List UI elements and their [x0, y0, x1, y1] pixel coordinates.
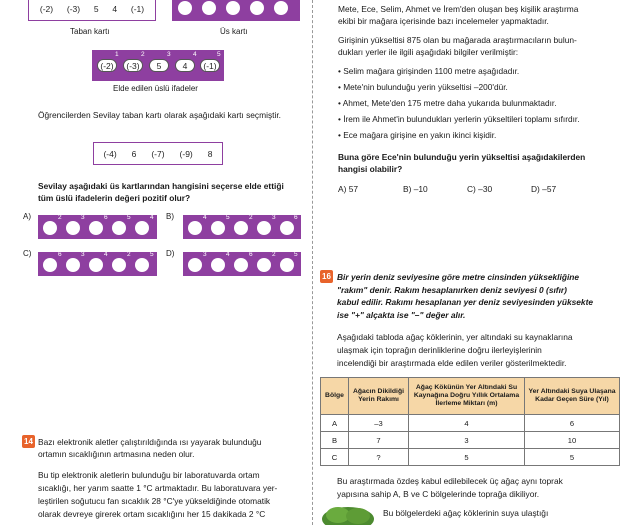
sevilay-value: (-7): [151, 148, 165, 159]
elde-value: 4: [175, 59, 195, 72]
bullet-item: • Ece mağara girişine en yakın ikinci kişidir.: [338, 130, 497, 140]
question-16-after-line3: Bu bölgelerdeki ağaç köklerinin suya ulaştığı: [383, 508, 549, 518]
elde-value: (-2): [97, 59, 117, 72]
option-b-card[interactable]: [183, 215, 301, 239]
exponent: 4: [226, 251, 230, 258]
table-row: [321, 432, 620, 449]
table-row: [321, 449, 620, 466]
exponent: 6: [249, 251, 253, 258]
bullet-item: • Selim mağara girişinden 1100 metre aşağıdadır.: [338, 66, 520, 76]
option-a-card[interactable]: [38, 215, 157, 239]
taban-value: (-2): [39, 3, 54, 14]
exponent: 1: [115, 51, 119, 58]
exponent: 2: [249, 214, 253, 221]
exponent: 4: [193, 51, 197, 58]
table-cell: –3: [349, 415, 409, 432]
table-row: [321, 415, 620, 432]
us-card-label: Üs kartı: [220, 27, 248, 36]
cave-paragraph: Girişinin yükseltisi 875 olan bu mağarada araştırmacıların bulun- dukları yerler ile ilgili aşağıdaki bilgiler verilmiştir:: [338, 35, 577, 57]
exponent: 3: [167, 51, 171, 58]
table-header: Ağacın Dikildiği Yerin Rakımı: [349, 378, 409, 415]
sevilay-value: (-9): [179, 148, 193, 159]
exponent: 2: [272, 251, 276, 258]
option-d-letter[interactable]: D): [166, 249, 175, 258]
question-14-intro: Bazı elektronik aletler çalıştırıldığında ısı yayarak bulunduğu ortamın sıcaklığının artmasına neden olur.: [38, 437, 262, 459]
question-16-paragraph: Aşağıdaki tabloda ağaç köklerinin, yer altındaki su kaynaklarına ulaşmak için toprağın derinliklerine doğru ilerleyişlerinin incelendiği bir araştırmada elde edilen veriler gösterilmektedir.: [337, 332, 573, 368]
table-cell: 3: [409, 432, 525, 449]
cave-question: Buna göre Ece'nin bulunduğu yerin yükseltisi aşağıdakilerden hangisi olabilir?: [338, 152, 586, 174]
option-c-card[interactable]: [38, 252, 157, 276]
taban-value: 5: [93, 3, 99, 14]
exponent: 5: [127, 214, 131, 221]
sevilay-value: (-4): [103, 148, 117, 159]
exponent: 6: [294, 214, 298, 221]
table-cell: 7: [349, 432, 409, 449]
answer-c[interactable]: C) –30: [467, 184, 493, 194]
table-header: Bölge: [321, 378, 349, 415]
sevilay-intro: Öğrencilerden Sevilay taban kartı olarak aşağıdaki kartı seçmiştir.: [38, 110, 281, 120]
exponent: 5: [226, 214, 230, 221]
exponent: 3: [81, 214, 85, 221]
cave-intro: Mete, Ece, Selim, Ahmet ve İrem'den oluşan beş kişilik araştırma ekibi bir mağara içerisinde bazı incelemeler yapmaktadır.: [338, 4, 579, 26]
taban-card: [28, 0, 156, 21]
option-d-card[interactable]: [183, 252, 301, 276]
bullet-item: • Mete'nin bulunduğu yerin yükseltisi –200'dür.: [338, 82, 508, 92]
exponent: 5: [150, 251, 154, 258]
exponent: 3: [81, 251, 85, 258]
elde-value: (-1): [200, 59, 220, 72]
exponent: 3: [203, 251, 207, 258]
column-divider: [312, 0, 313, 525]
exponent: 2: [141, 51, 145, 58]
question-text: Sevilay aşağıdaki üs kartlarından hangisini seçerse elde ettiği tüm üslü ifadelerin değeri pozitif olur?: [38, 181, 284, 203]
question-16-after: Bu araştırmada özdeş kabul edilebilecek üç ağaç aynı toprak yapısına sahip A, B ve C bölgelerinde toprağa dikiliyor.: [337, 476, 563, 499]
bullet-item: • İrem ile Ahmet'in bulundukları yerlerin yükseltileri toplamı sıfırdır.: [338, 114, 580, 124]
table-cell: 10: [525, 432, 620, 449]
table-header: Yer Altındaki Suya Ulaşana Kadar Geçen Süre (Yıl): [525, 378, 620, 415]
table-cell: ?: [349, 449, 409, 466]
exponent: 4: [104, 251, 108, 258]
exponent: 4: [203, 214, 207, 221]
table-cell: B: [321, 432, 349, 449]
table-cell: 6: [525, 415, 620, 432]
table-cell: C: [321, 449, 349, 466]
table-header: Ağaç Kökünün Yer Altındaki Su Kaynağına Doğru Yıllık Ortalama İlerleme Miktarı (m): [409, 378, 525, 415]
elde-value: (-3): [123, 59, 143, 72]
table-cell: 4: [409, 415, 525, 432]
taban-value: (-3): [66, 3, 81, 14]
exponent: 3: [272, 214, 276, 221]
exponent: 4: [150, 214, 154, 221]
question-16-number: 16: [320, 270, 333, 283]
taban-card-label: Taban kartı: [70, 27, 110, 36]
elde-value: 5: [149, 59, 169, 72]
question-16-intro: Bir yerin deniz seviyesine göre metre cinsinden yüksekliğine "rakım" denir. Rakım hesaplanırken deniz seviyesi 0 (sıfır) kabul edilir. Rakımı hesaplanan yer deniz seviyesinden yüksekte ise "+" alçakta ise "–" değer alır.: [337, 272, 594, 320]
exponent: 6: [58, 251, 62, 258]
question-14-body: Bu tip elektronik aletlerin bulunduğu bir laboratuvarda ortam sıcaklığı, her yarım saatte 1 °C artmaktadır. Bu laboratuvara yer- leştirilen soğutucu fan sıcaklık 28 °C'ye yükseldiğinde otomatik olarak devreye girerek ortam sıcaklığını her 15 dakikada 2 °C: [38, 470, 278, 519]
answer-b[interactable]: B) –10: [403, 184, 428, 194]
bullet-item: • Ahmet, Mete'den 175 metre daha yukarıda bulunmaktadır.: [338, 98, 557, 108]
root-data-table: [320, 377, 620, 466]
us-card: [172, 0, 300, 21]
option-a-letter[interactable]: A): [23, 212, 31, 221]
sevilay-value: 6: [131, 148, 137, 159]
sevilay-card: [93, 142, 223, 165]
exponent: 5: [294, 251, 298, 258]
option-b-letter[interactable]: B): [166, 212, 174, 221]
elde-card: [92, 50, 224, 81]
table-header-row: [321, 378, 620, 415]
answer-a[interactable]: A) 57: [338, 184, 359, 194]
taban-value: (-1): [130, 3, 145, 14]
table-cell: A: [321, 415, 349, 432]
exponent: 2: [127, 251, 131, 258]
sevilay-value: 8: [207, 148, 213, 159]
answer-d[interactable]: D) –57: [531, 184, 557, 194]
tree-illustration: [320, 505, 376, 525]
option-c-letter[interactable]: C): [23, 249, 32, 258]
question-14-number: 14: [22, 435, 35, 448]
exponent: 6: [104, 214, 108, 221]
table-cell: 5: [525, 449, 620, 466]
table-cell: 5: [409, 449, 525, 466]
exponent: 5: [217, 51, 221, 58]
elde-label: Elde edilen üslü ifadeler: [113, 84, 198, 93]
exponent: 2: [58, 214, 62, 221]
taban-value: 4: [112, 3, 118, 14]
